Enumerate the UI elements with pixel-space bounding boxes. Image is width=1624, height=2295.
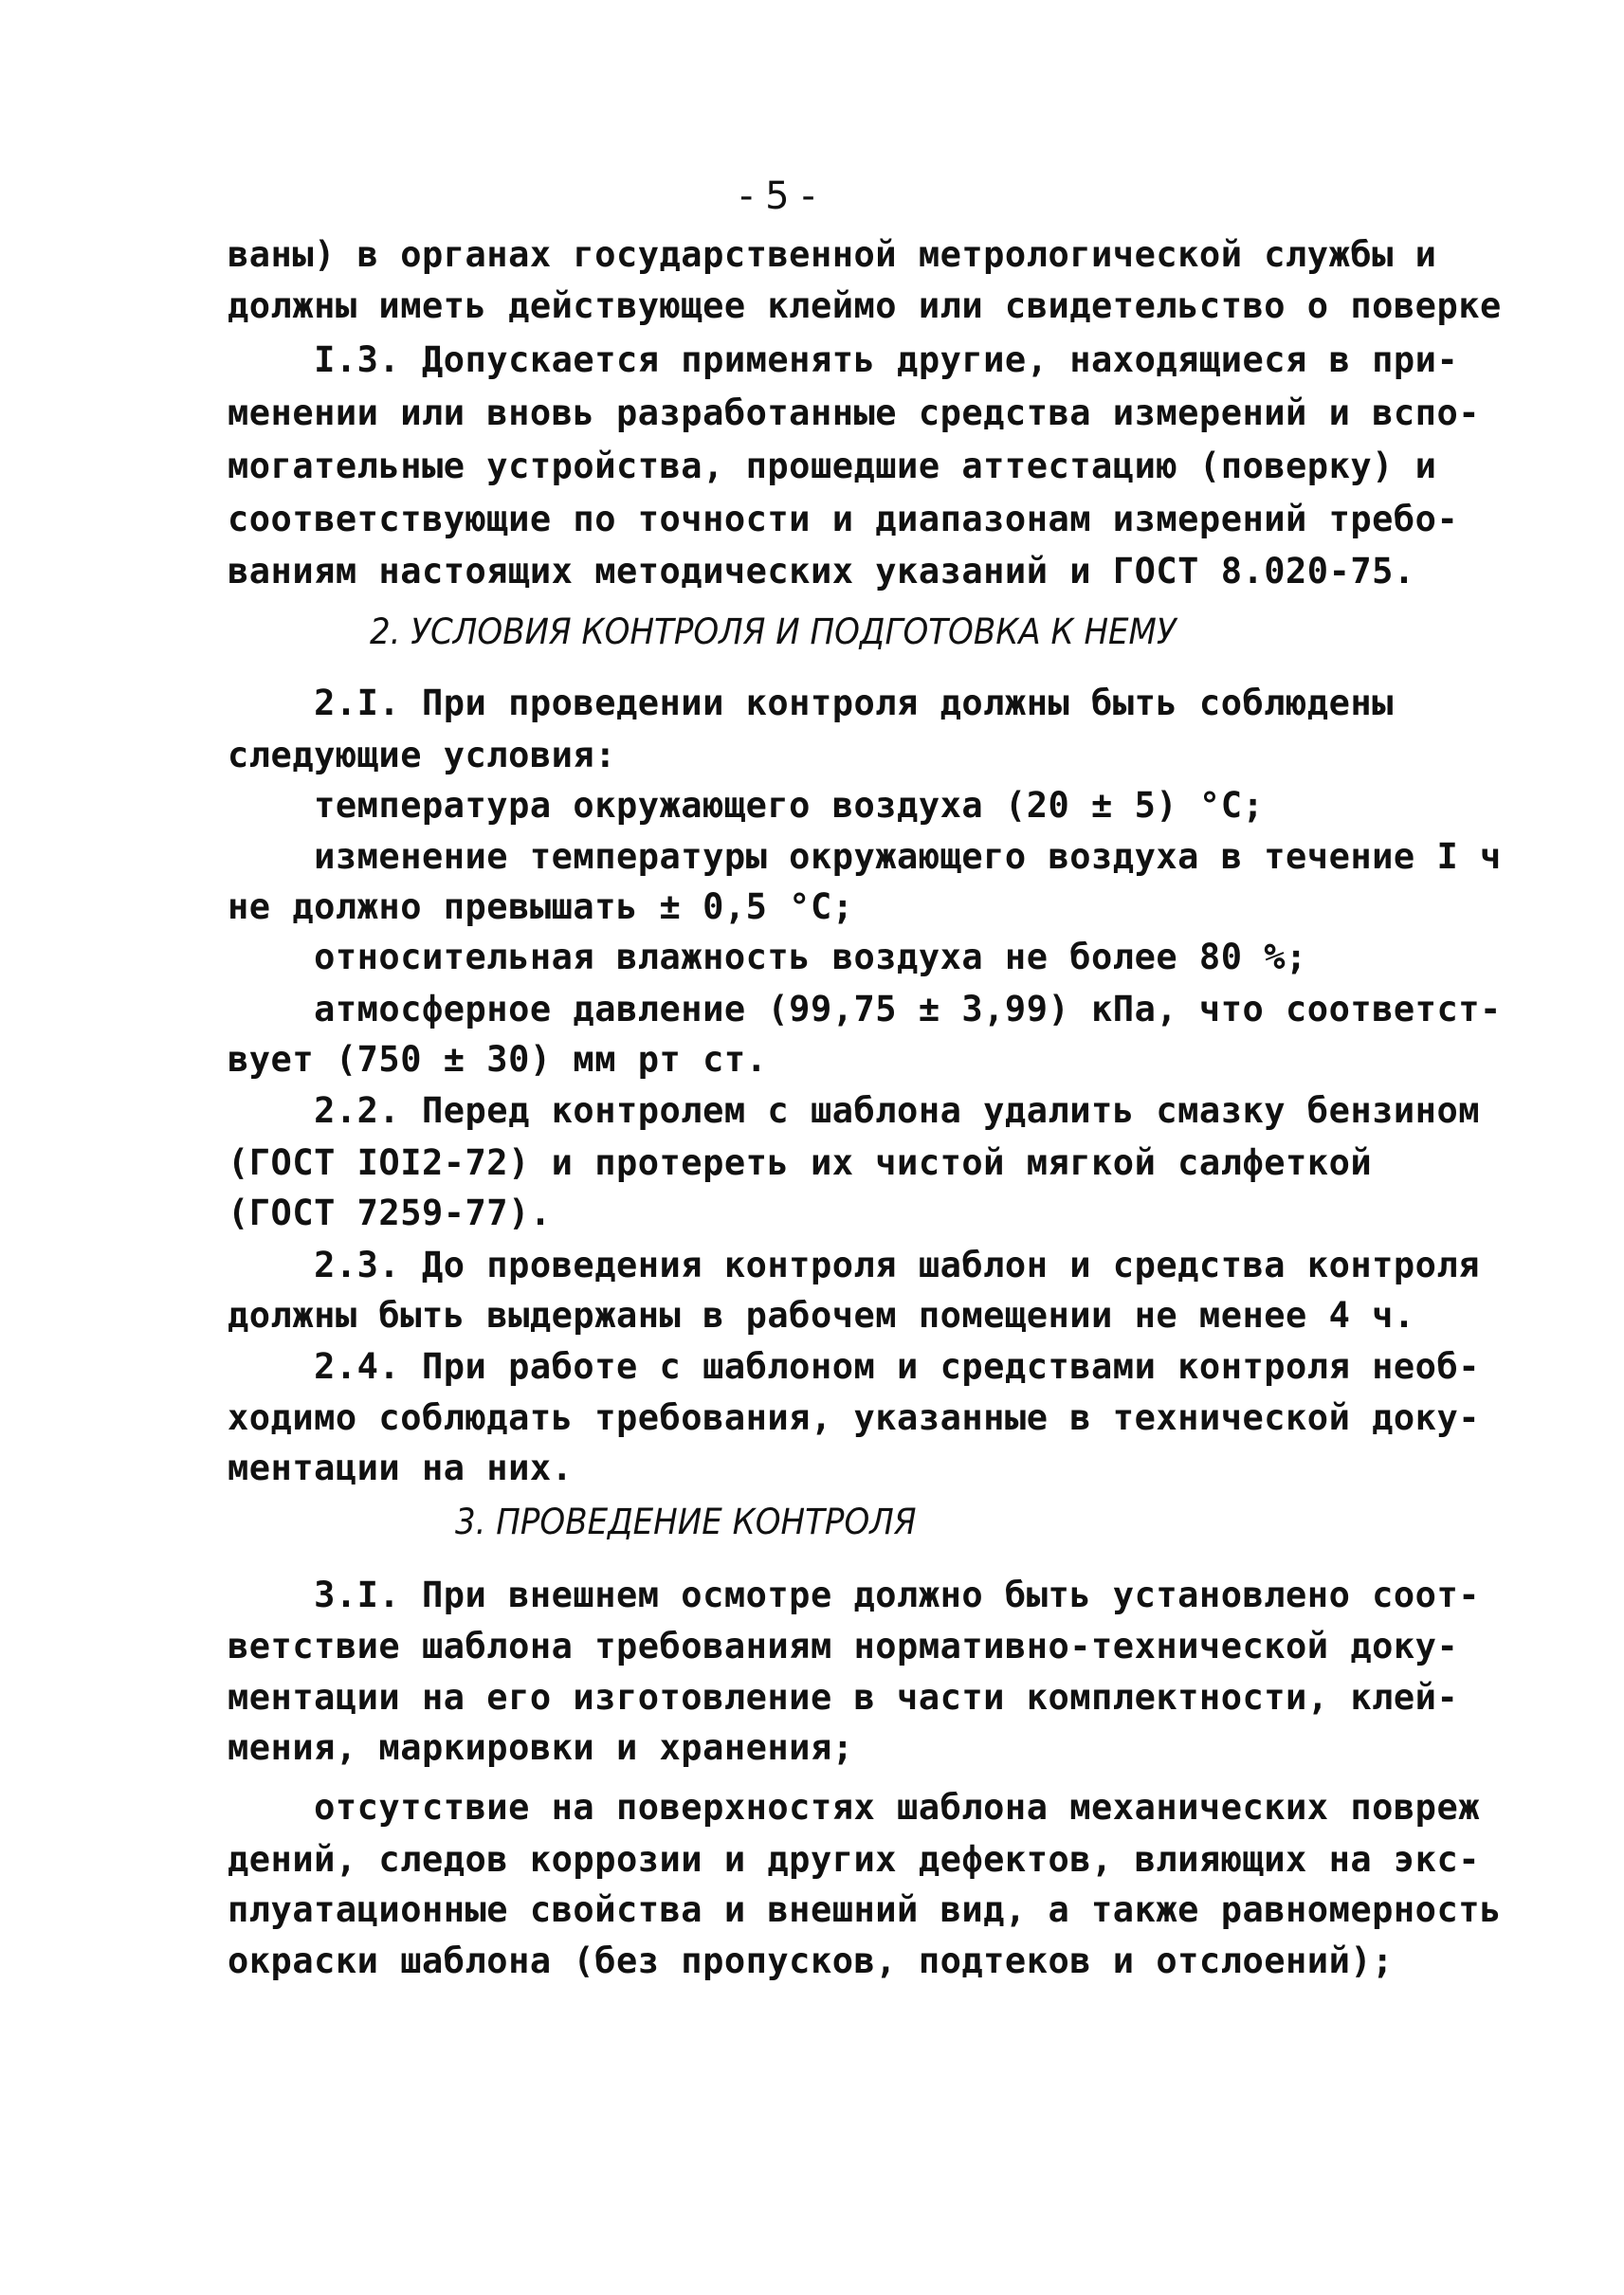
- text-line: I.3. Допускается применять другие, находящиеся в при-: [228, 339, 1459, 380]
- text-line: изменение температуры окружающего воздуха в течение I ч: [228, 836, 1502, 877]
- text-line: 2.2. Перед контролем с шаблона удалить смазку бензином: [228, 1090, 1481, 1131]
- text-line: ваны) в органах государственной метрологической службы и: [228, 234, 1437, 275]
- text-line: (ГОСТ 7259-77).: [228, 1193, 552, 1233]
- section-heading: 2. УСЛОВИЯ КОНТРОЛЯ И ПОДГОТОВКА К НЕМУ: [370, 611, 1177, 652]
- text-line: следующие условия:: [228, 735, 616, 775]
- text-line: ментации на них.: [228, 1448, 574, 1488]
- text-line: не должно превышать ± 0,5 °С;: [228, 886, 854, 927]
- text-line: должны иметь действующее клеймо или свидетельство о поверке: [228, 285, 1502, 326]
- text-line: должны быть выдержаны в рабочем помещении не менее 4 ч.: [228, 1295, 1415, 1336]
- text-line: ментации на его изготовление в части комплектности, клей-: [228, 1677, 1459, 1718]
- text-line: 3.I. При внешнем осмотре должно быть установлено соот-: [228, 1575, 1481, 1615]
- text-line: вует (750 ± 30) мм рт ст.: [228, 1039, 768, 1080]
- text-line: 2.4. При работе с шаблоном и средствами контроля необ-: [228, 1346, 1481, 1387]
- text-line: относительная влажность воздуха не более 80 %;: [228, 937, 1307, 977]
- text-line: температура окружающего воздуха (20 ± 5) °С;: [228, 785, 1265, 826]
- page-number: - 5 -: [739, 174, 815, 218]
- text-line: 2.I. При проведении контроля должны быть соблюдены: [228, 683, 1394, 723]
- text-line: атмосферное давление (99,75 ± 3,99) кПа, что соответст-: [228, 989, 1502, 1029]
- text-line: окраски шаблона (без пропусков, подтеков и отслоений);: [228, 1940, 1394, 1981]
- text-line: ветствие шаблона требованиям нормативно-технической доку-: [228, 1626, 1459, 1667]
- text-line: могательные устройства, прошедшие аттестацию (поверку) и: [228, 446, 1437, 486]
- text-line: плуатационные свойства и внешний вид, а также равномерность: [228, 1889, 1502, 1930]
- text-line: отсутствие на поверхностях шаблона механических повреж: [228, 1787, 1481, 1828]
- text-line: соответствующие по точности и диапазонам измерений требо-: [228, 499, 1459, 539]
- text-line: менении или вновь разработанные средства измерений и вспо-: [228, 392, 1481, 433]
- text-line: дений, следов коррозии и других дефектов, влияющих на экс-: [228, 1839, 1481, 1880]
- text-line: мения, маркировки и хранения;: [228, 1727, 854, 1768]
- section-heading: 3. ПРОВЕДЕНИЕ КОНТРОЛЯ: [455, 1502, 917, 1542]
- text-line: ваниям настоящих методических указаний и ГОСТ 8.020-75.: [228, 551, 1415, 592]
- text-line: (ГОСТ IOI2-72) и протереть их чистой мягкой салфеткой: [228, 1142, 1373, 1183]
- text-line: 2.3. До проведения контроля шаблон и средства контроля: [228, 1245, 1481, 1285]
- text-line: ходимо соблюдать требования, указанные в технической доку-: [228, 1397, 1481, 1438]
